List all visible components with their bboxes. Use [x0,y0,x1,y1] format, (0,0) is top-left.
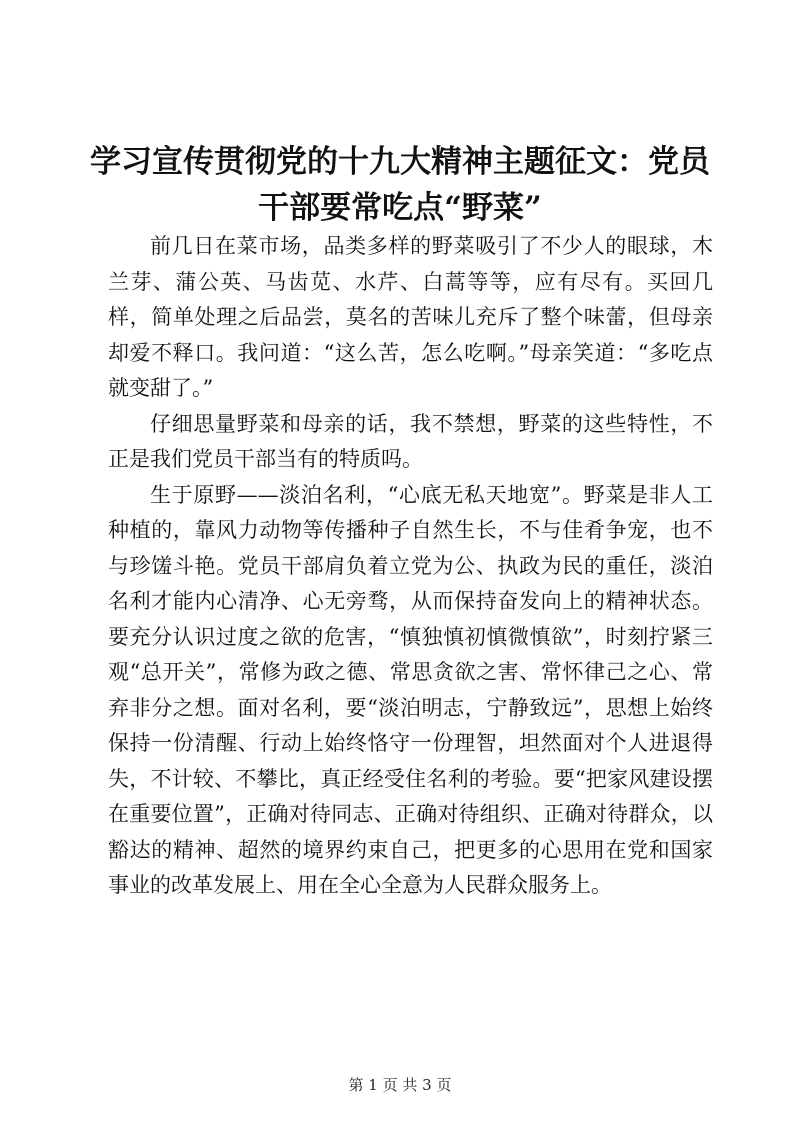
document-body [108,229,713,904]
paragraph-1: 前几日在菜市场，品类多样的野菜吸引了不少人的眼球，木兰芽、蒲公英、马齿苋、水芹、白蒿等等，应有尽有。买回几样，简单处理之后品尝，莫名的苦味儿充斥了整个味蕾，但母亲却爱不释口。我问道：“这么苦，怎么吃啊。”母亲笑道：“多吃点就变甜了。” [108,234,713,400]
paragraph-2: 仔细思量野菜和母亲的话，我不禁想，野菜的这些特性，不正是我们党员干部当有的特质吗。 [108,411,713,471]
page-number-footer: 第 1 页 共 3 页 [348,1076,452,1094]
document-title: 学习宣传贯彻党的十九大精神主题征文：党员干部要常吃点“野菜” [90,144,710,226]
paragraph-3: 生于原野——淡泊名利，“心底无私天地宽”。野菜是非人工种植的，靠风力动物等传播种子自然生长，不与佳肴争宠，也不与珍馐斗艳。党员干部肩负着立党为公、执政为民的重任，淡泊名利才能内心清净、心无旁骛，从而保持奋发向上的精神状态。要充分认识过度之欲的危害，“慎独慎初慎微慎欲”，时刻拧紧三观“总开关”，常修为政之德、常思贪欲之害、常怀律己之心、常弃非分之想。面对名利，要“淡泊明志，宁静致远”，思想上始终保持一份清醒、行动上始终恪守一份理智，坦然面对个人进退得失，不计较、不攀比，真正经受住名利的考验。要“把家风建设摆在重要位置”，正确对待同志、正确对待组织、正确对待群众，以豁达的精神、超然的境界约束自己，把更多的心思用在党和国家事业的改革发展上、用在全心全意为人民群众服务上。 [108,482,713,897]
